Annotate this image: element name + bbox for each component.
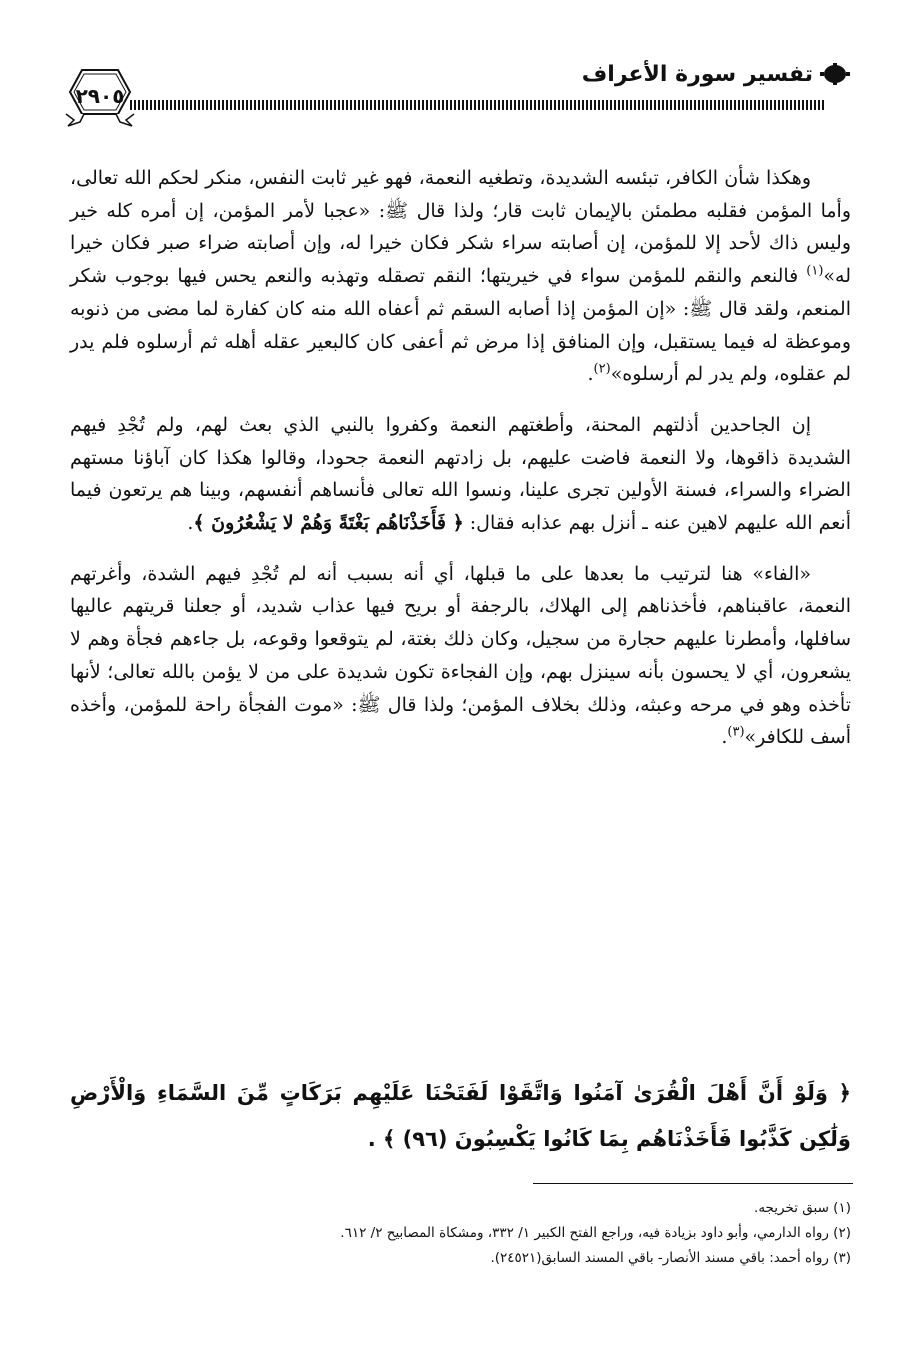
inline-verse: ﴿ فَأَخَذْنَاهُم بَغْتَةً وَهُمْ لا يَشْعُرُونَ ﴾ (193, 512, 464, 535)
paragraph-2-end: . (187, 512, 194, 535)
footnote-ref-1: (١) (806, 263, 824, 279)
paragraph-3-end: . (721, 726, 728, 749)
paragraph-1-text-a: وهكذا شأن الكافر، تبئسه الشديدة، وتطغيه النعمة، فهو غير ثابت النفس، منكر لحكم الله تعالى، وأما المؤمن فقلبه مطمئن بالإيمان ثابت قار؛ ولذا قال ﷺ: «عجبا لأمر المؤمن، إن أمره كله خير وليس ذاك لأحد إلا للمؤمن، إن أصابته سراء شكر فكان خيرا له، وإن أصابته ضراء صبر فكان خيرا له» (70, 167, 851, 288)
ornament-icon (819, 62, 851, 86)
verse-96: ﴿ وَلَوْ أَنَّ أَهْلَ الْقُرَىٰ آمَنُوا وَاتَّقَوْا لَفَتَحْنَا عَلَيْهِم بَرَكَاتٍ مِّنَ السَّمَاءِ وَالْأَرْضِ وَلَٰكِن كَذَّبُوا فَأَخَذْنَاهُم بِمَا كَانُوا يَكْسِبُونَ (٩٦) ﴾ . (70, 1081, 851, 1151)
paragraph-3-text: «الفاء» هنا لترتيب ما بعدها على ما قبلها، أي أنه بسبب أنه لم تُجْدِ فيهم الشدة، وأغرتهم النعمة، عاقبناهم، فأخذناهم إلى الهلاك، بالرجفة أو بريح فيها عذاب شديد، أو جعلنا قريتهم عاليها سافلها، وأمطرنا عليهم حجارة من سجيل، وكان ذلك بغتة، لم يتوقعوا وقوعه، بل جاءهم فجأة وهم لا يشعرون، أي لا يحسون بأنه سينزل بهم، وإن الفجاءة تكون شديدة على من لا يؤمن بالله تعالى؛ لأنها تأخذه وهو في مرحه وعبثه، وذلك بخلاف المؤمن؛ ولذا قال ﷺ: «موت الفجأة راحة للمؤمن، وأخذه أسف للكافر» (70, 562, 851, 749)
footnotes (70, 1196, 851, 1271)
page-number: ٢٩٠٥ (75, 84, 125, 108)
paragraph-3 (70, 558, 851, 754)
page-header (0, 0, 923, 150)
footnote-1: (١) سبق تخريجه. (754, 1200, 851, 1216)
paragraph-1-end: . (587, 363, 594, 386)
page-title: تفسير سورة الأعراف (581, 62, 813, 87)
footnote-2: (٢) رواه الدارمي، وأبو داود بزيادة فيه، وراجع الفتح الكبير ١/ ٣٣٢، ومشكاة المصابيح ٢/ ٦١٢. (340, 1225, 851, 1241)
body-text (70, 162, 851, 754)
paragraph-1-text-b: فالنعم والنقم للمؤمن سواء في خيريتها؛ النقم تصقله وتهذبه والنعم يحس فيها بوجوب شكر المنعم، ولقد قال ﷺ: «إن المؤمن إذا أصابه السقم ثم أعفاه الله منه كان كفارة لما مضى من ذنوبه وموعظة له فيما يستقبل، وإن المنافق إذا مرض ثم أعفى كان كالبعير عقله أهله ثم أرسلوه فلم يدر لم عقلوه، ولم يدر لم أرسلوه» (70, 265, 851, 386)
footnote-ref-2: (٢) (593, 361, 611, 377)
paragraph-2 (70, 409, 851, 540)
footnote-ref-3: (٣) (727, 724, 745, 740)
header-divider (130, 100, 825, 110)
footnote-divider (533, 1183, 853, 1184)
paragraph-2-text: إن الجاحدين أذلتهم المحنة، وأطغتهم النعمة وكفروا بالنبي الذي بعث لهم، ولم تُجْدِ فيهم الشديدة ذاقوها، ولا النعمة فاضت عليهم، بل زادتهم النعمة جحودا، وقالوا هكذا كان آباؤنا مستهم الضراء والسراء، فسنة الأولين تجرى علينا، ونسوا الله تعالى فأنساهم أنفسهم، وبينا هم يرتعون فيما أنعم الله عليهم لاهين عنه ـ أنزل بهم عذابه فقال: (70, 413, 851, 535)
footnote-3: (٣) رواه أحمد: باقي مسند الأنصار- باقي المسند السابق(٢٤٥٢١). (490, 1250, 851, 1266)
paragraph-1 (70, 162, 851, 391)
